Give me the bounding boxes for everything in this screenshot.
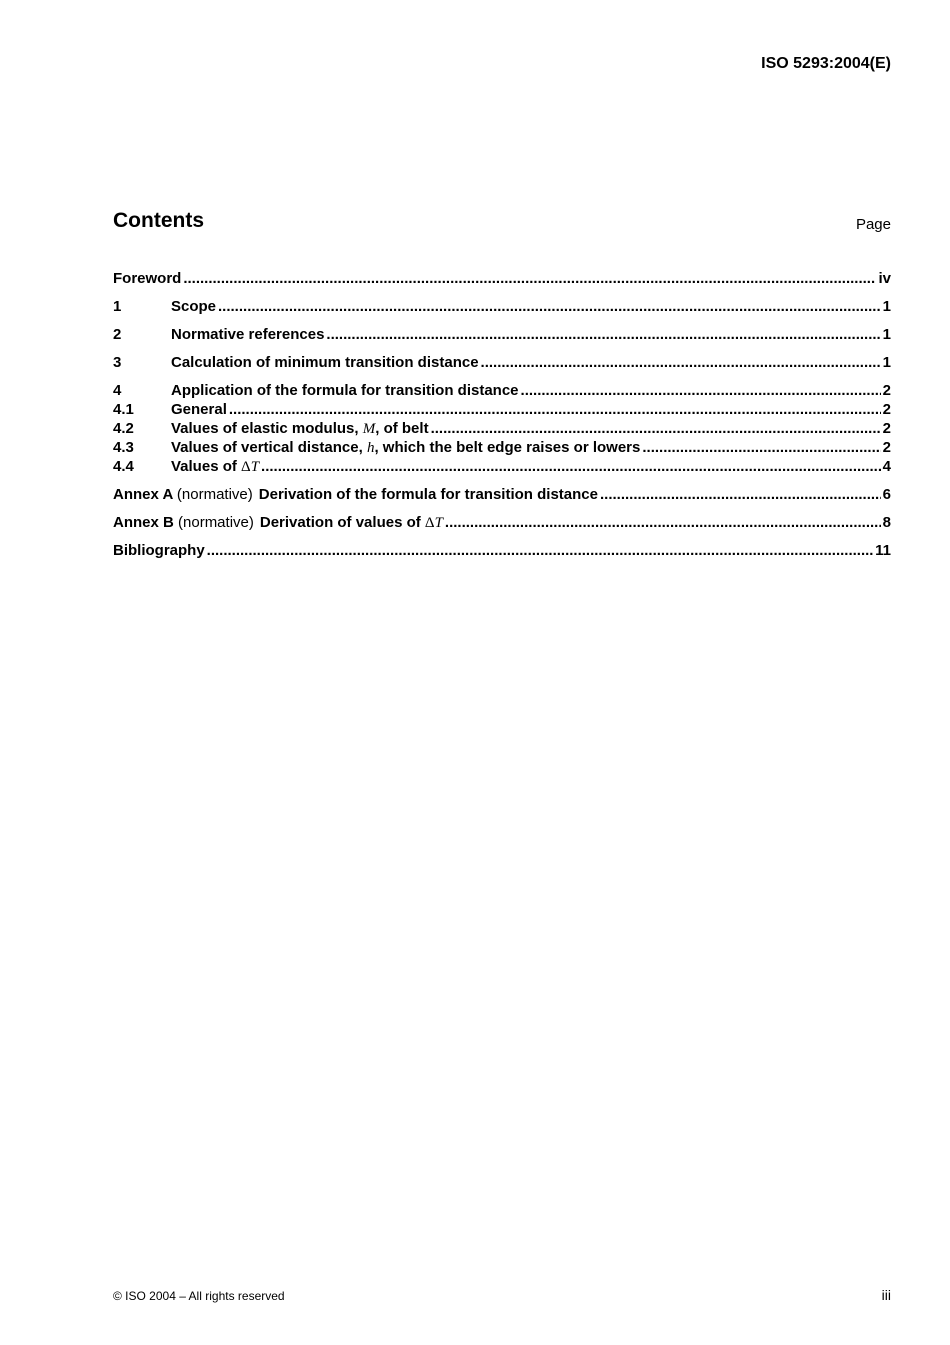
toc-entry-label (171, 438, 640, 458)
toc-entry-page: 1 (882, 354, 891, 371)
annex-label: Annex A (113, 486, 173, 503)
symbol-m: M (362, 421, 376, 437)
symbol-delta: Δ (424, 515, 435, 531)
toc-entry-page: 2 (882, 401, 891, 418)
toc-entry-label (113, 513, 443, 533)
toc-entry-bibliography[interactable] (113, 541, 891, 560)
dot-leader (445, 513, 881, 532)
toc-entry-number: 4.3 (113, 439, 134, 456)
toc-entry-number: 4.2 (113, 420, 134, 437)
toc-entry-label: Bibliography (113, 542, 205, 559)
toc-entry-calculation[interactable] (113, 353, 891, 372)
table-of-contents (113, 269, 891, 560)
toc-entry-number: 2 (113, 326, 122, 343)
label-text: , which the belt edge raises or lowers (374, 439, 641, 456)
toc-entry-number: 3 (113, 354, 122, 371)
toc-entry-application[interactable] (113, 381, 891, 400)
toc-entry-label: Normative references (171, 326, 325, 343)
toc-entry-page: 2 (882, 439, 891, 456)
page-column-label: Page (855, 216, 891, 233)
dot-leader (521, 381, 881, 400)
copyright-notice: © ISO 2004 – All rights reserved (113, 1289, 285, 1303)
symbol-t: T (434, 515, 443, 531)
page-footer (113, 1289, 891, 1307)
dot-leader (481, 353, 881, 372)
toc-entry-page: 8 (882, 514, 891, 531)
toc-entry-label: Application of the formula for transition distance (171, 382, 519, 399)
label-text: Derivation of values of (259, 514, 425, 531)
annex-status: (normative) (178, 514, 254, 531)
dot-leader (261, 457, 881, 476)
label-text: Values of elastic modulus, (171, 420, 363, 437)
toc-entry-elastic-modulus[interactable] (113, 419, 891, 438)
toc-entry-values-delta-t[interactable] (113, 457, 891, 476)
label-text: , of belt (375, 420, 429, 437)
symbol-t: T (250, 459, 260, 475)
toc-entry-number: 4.4 (113, 458, 134, 475)
dot-leader (218, 297, 881, 316)
symbol-h: h (366, 440, 375, 456)
toc-entry-label: Foreword (113, 270, 182, 287)
toc-entry-scope[interactable] (113, 297, 891, 316)
toc-entry-annex-b[interactable] (113, 513, 891, 532)
page-number: iii (881, 1287, 891, 1303)
label-text: Values of vertical distance, (171, 439, 367, 456)
contents-heading-row (113, 209, 891, 239)
dot-leader (229, 400, 881, 419)
toc-entry-page: iv (878, 270, 891, 287)
toc-entry-label: General (171, 401, 227, 418)
document-id-header: ISO 5293:2004(E) (761, 55, 891, 72)
dot-leader (642, 438, 880, 457)
toc-entry-annex-a[interactable] (113, 485, 891, 504)
toc-entry-label (171, 419, 429, 439)
toc-entry-normative-references[interactable] (113, 325, 891, 344)
toc-entry-page: 6 (882, 486, 891, 503)
toc-entry-page: 1 (882, 326, 891, 343)
toc-entry-label: Calculation of minimum transition distance (171, 354, 479, 371)
toc-entry-label (171, 457, 259, 477)
toc-entry-number: 4 (113, 382, 122, 399)
dot-leader (207, 541, 873, 560)
annex-title: Derivation of the formula for transition distance (258, 486, 598, 503)
toc-entry-label (113, 485, 598, 504)
toc-entry-page: 4 (882, 458, 891, 475)
toc-entry-page: 2 (882, 382, 891, 399)
dot-leader (326, 325, 880, 344)
toc-entry-page: 11 (875, 542, 891, 559)
contents-title: Contents (113, 209, 204, 232)
toc-entry-vertical-distance[interactable] (113, 438, 891, 457)
annex-label: Annex B (113, 514, 174, 531)
toc-entry-general[interactable] (113, 400, 891, 419)
annex-status: (normative) (176, 486, 253, 503)
toc-entry-number: 1 (113, 298, 122, 315)
symbol-delta: Δ (241, 459, 251, 475)
toc-entry-number: 4.1 (113, 401, 134, 418)
label-text: Values of (171, 458, 242, 475)
toc-entry-page: 1 (882, 298, 891, 315)
toc-entry-page: 2 (882, 420, 891, 437)
toc-entry-foreword[interactable] (113, 269, 891, 288)
annex-title (260, 514, 443, 531)
dot-leader (183, 269, 876, 288)
dot-leader (600, 485, 881, 504)
toc-entry-label: Scope (171, 298, 217, 315)
dot-leader (431, 419, 881, 438)
